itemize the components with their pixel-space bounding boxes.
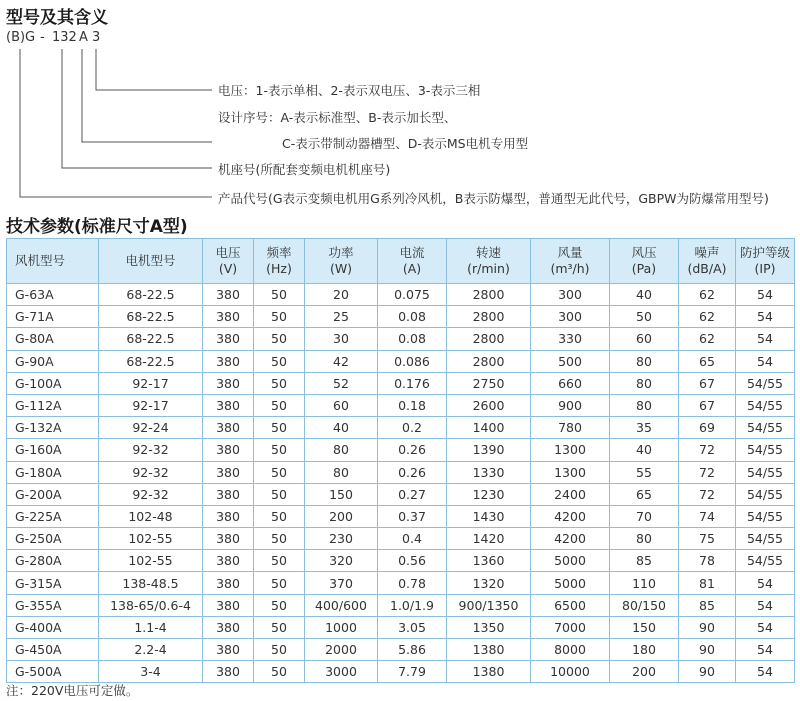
table-cell: 0.26 — [378, 461, 447, 483]
table-cell: 92-24 — [99, 417, 203, 439]
column-header-label: 频率 — [266, 245, 292, 260]
table-cell: 0.18 — [378, 394, 447, 416]
table-cell: G-225A — [7, 505, 99, 527]
table-cell: 1.1-4 — [99, 616, 203, 638]
table-row — [7, 439, 795, 461]
table-cell: 5000 — [531, 572, 610, 594]
table-cell: 1350 — [447, 616, 531, 638]
table-cell: 380 — [203, 550, 254, 572]
table-row — [7, 284, 795, 306]
table-cell: 68-22.5 — [99, 350, 203, 372]
spec-table — [6, 238, 795, 683]
column-header-label: 噪声 — [694, 245, 720, 260]
legend-voltage: 电压：1-表示单相、2-表示双电压、3-表示三相 — [218, 83, 481, 98]
footnote: 注：220V电压可定做。 — [6, 683, 139, 698]
table-cell: 54/55 — [736, 372, 795, 394]
table-cell: 54/55 — [736, 394, 795, 416]
table-cell: 85 — [679, 594, 736, 616]
column-header — [305, 239, 378, 284]
table-cell: 0.4 — [378, 528, 447, 550]
column-header-label: 防护等级 — [739, 245, 790, 260]
table-cell: 55 — [610, 461, 679, 483]
table-row — [7, 461, 795, 483]
table-cell: 200 — [610, 661, 679, 683]
table-cell: 10000 — [531, 661, 610, 683]
column-header-unit: (W) — [329, 261, 353, 276]
table-cell: G-280A — [7, 550, 99, 572]
column-header — [254, 239, 305, 284]
table-cell: 1000 — [305, 616, 378, 638]
table-cell: 900/1350 — [447, 594, 531, 616]
column-header — [7, 239, 99, 284]
table-cell: 92-17 — [99, 372, 203, 394]
table-cell: 400/600 — [305, 594, 378, 616]
table-row — [7, 661, 795, 683]
table-cell: 2400 — [531, 483, 610, 505]
legend-product: 产品代号(G表示变频电机用G系列冷风机，B表示防爆型，普通型无此代号，GBPW为防爆常用型号) — [218, 191, 769, 206]
table-cell: 2800 — [447, 350, 531, 372]
table-row — [7, 505, 795, 527]
column-header-label: 电流 — [399, 245, 425, 260]
table-cell: 54 — [736, 572, 795, 594]
table-cell: 1320 — [447, 572, 531, 594]
section-title-tech-params: 技术参数(标准尺寸A型) — [6, 217, 188, 237]
table-row — [7, 550, 795, 572]
column-header-unit: (A) — [402, 261, 422, 276]
table-cell: 4200 — [531, 505, 610, 527]
table-cell: 42 — [305, 350, 378, 372]
model-code-number: 132 — [52, 30, 77, 45]
table-cell: 69 — [679, 417, 736, 439]
table-cell: 50 — [254, 417, 305, 439]
table-cell: 180 — [610, 639, 679, 661]
column-header-label: 风量 — [557, 245, 583, 260]
table-cell: 1360 — [447, 550, 531, 572]
table-row — [7, 394, 795, 416]
table-cell: 102-55 — [99, 528, 203, 550]
table-cell: 30 — [305, 328, 378, 350]
table-cell: 50 — [254, 350, 305, 372]
table-cell: 380 — [203, 328, 254, 350]
table-row — [7, 417, 795, 439]
table-cell: 380 — [203, 505, 254, 527]
table-cell: 62 — [679, 328, 736, 350]
legend-design-seq-2: C-表示带制动器槽型、D-表示MS电机专用型 — [282, 136, 529, 151]
table-cell: 380 — [203, 350, 254, 372]
table-row — [7, 528, 795, 550]
table-cell: G-112A — [7, 394, 99, 416]
table-cell: 138-48.5 — [99, 572, 203, 594]
model-code-series: A — [79, 30, 88, 45]
table-cell: 0.78 — [378, 572, 447, 594]
table-cell: 62 — [679, 284, 736, 306]
table-cell: 102-55 — [99, 550, 203, 572]
table-cell: 52 — [305, 372, 378, 394]
table-cell: 102-48 — [99, 505, 203, 527]
table-cell: 330 — [531, 328, 610, 350]
table-cell: 54 — [736, 639, 795, 661]
column-header-unit: (Pa) — [631, 261, 657, 276]
table-cell: 54/55 — [736, 417, 795, 439]
table-cell: 1300 — [531, 439, 610, 461]
column-header — [531, 239, 610, 284]
table-cell: 1400 — [447, 417, 531, 439]
table-row — [7, 328, 795, 350]
column-header-label: 风压 — [631, 245, 657, 260]
table-cell: 110 — [610, 572, 679, 594]
table-cell: 1380 — [447, 661, 531, 683]
table-cell: G-132A — [7, 417, 99, 439]
column-header-unit: (dB/A) — [687, 261, 727, 276]
table-cell: 2800 — [447, 284, 531, 306]
table-cell: 54/55 — [736, 483, 795, 505]
table-cell: 85 — [610, 550, 679, 572]
table-cell: 0.37 — [378, 505, 447, 527]
column-header-unit: (r/min) — [467, 261, 510, 276]
table-cell: 54/55 — [736, 528, 795, 550]
table-cell: 660 — [531, 372, 610, 394]
table-cell: 0.26 — [378, 439, 447, 461]
table-cell: 81 — [679, 572, 736, 594]
table-cell: 1330 — [447, 461, 531, 483]
connector-voltage — [96, 49, 212, 90]
table-cell: 90 — [679, 639, 736, 661]
table-cell: G-450A — [7, 639, 99, 661]
table-cell: 50 — [254, 639, 305, 661]
table-cell: 380 — [203, 572, 254, 594]
table-cell: 40 — [305, 417, 378, 439]
table-cell: 50 — [254, 284, 305, 306]
table-cell: 370 — [305, 572, 378, 594]
table-cell: 92-32 — [99, 461, 203, 483]
connector-design — [82, 49, 212, 142]
table-cell: 68-22.5 — [99, 284, 203, 306]
table-cell: 1230 — [447, 483, 531, 505]
table-cell: 65 — [679, 350, 736, 372]
table-cell: 54/55 — [736, 550, 795, 572]
table-cell: 380 — [203, 394, 254, 416]
table-cell: 380 — [203, 417, 254, 439]
table-cell: 72 — [679, 439, 736, 461]
table-body — [7, 284, 795, 683]
table-cell: 7000 — [531, 616, 610, 638]
table-cell: G-355A — [7, 594, 99, 616]
table-cell: 50 — [254, 505, 305, 527]
table-cell: 20 — [305, 284, 378, 306]
table-row — [7, 639, 795, 661]
table-cell: 380 — [203, 616, 254, 638]
table-cell: 2750 — [447, 372, 531, 394]
table-cell: 92-17 — [99, 394, 203, 416]
table-cell: 0.08 — [378, 306, 447, 328]
column-header-unit: (Hz) — [266, 261, 292, 276]
table-cell: 2600 — [447, 394, 531, 416]
table-cell: 380 — [203, 439, 254, 461]
table-cell: 65 — [610, 483, 679, 505]
legend-frame: 机座号(所配套变频电机机座号) — [218, 162, 391, 177]
section-title-model-meaning: 型号及其含义 — [6, 8, 108, 28]
table-cell: 6500 — [531, 594, 610, 616]
table-cell: G-160A — [7, 439, 99, 461]
table-cell: 50 — [254, 461, 305, 483]
table-cell: G-200A — [7, 483, 99, 505]
table-cell: 80 — [305, 439, 378, 461]
table-cell: 60 — [610, 328, 679, 350]
table-cell: 1380 — [447, 639, 531, 661]
table-cell: 200 — [305, 505, 378, 527]
column-header-label: 风机型号 — [15, 253, 66, 268]
table-cell: G-400A — [7, 616, 99, 638]
table-cell: G-500A — [7, 661, 99, 683]
table-cell: 1430 — [447, 505, 531, 527]
table-cell: 3-4 — [99, 661, 203, 683]
table-cell: G-71A — [7, 306, 99, 328]
table-cell: 92-32 — [99, 483, 203, 505]
table-cell: 380 — [203, 461, 254, 483]
table-cell: 68-22.5 — [99, 328, 203, 350]
column-header — [99, 239, 203, 284]
table-cell: 62 — [679, 306, 736, 328]
table-cell: G-90A — [7, 350, 99, 372]
column-header — [736, 239, 795, 284]
table-cell: 50 — [254, 439, 305, 461]
table-cell: G-63A — [7, 284, 99, 306]
table-cell: 2000 — [305, 639, 378, 661]
table-cell: 0.27 — [378, 483, 447, 505]
table-cell: 54 — [736, 284, 795, 306]
table-cell: 3.05 — [378, 616, 447, 638]
table-cell: 50 — [254, 372, 305, 394]
table-cell: 72 — [679, 483, 736, 505]
table-cell: 67 — [679, 394, 736, 416]
table-cell: 50 — [254, 616, 305, 638]
table-cell: 40 — [610, 284, 679, 306]
column-header — [447, 239, 531, 284]
connector-frame — [62, 49, 212, 168]
column-header — [203, 239, 254, 284]
column-header — [679, 239, 736, 284]
table-cell: 380 — [203, 284, 254, 306]
table-cell: G-180A — [7, 461, 99, 483]
column-header-label: 功率 — [328, 245, 354, 260]
table-cell: 92-32 — [99, 439, 203, 461]
table-row — [7, 616, 795, 638]
table-cell: 70 — [610, 505, 679, 527]
table-cell: 54/55 — [736, 461, 795, 483]
table-row — [7, 594, 795, 616]
table-cell: 380 — [203, 661, 254, 683]
table-cell: 80 — [305, 461, 378, 483]
table-cell: G-250A — [7, 528, 99, 550]
table-cell: 54 — [736, 594, 795, 616]
table-cell: 80/150 — [610, 594, 679, 616]
table-cell: 380 — [203, 528, 254, 550]
table-cell: 380 — [203, 594, 254, 616]
table-cell: 80 — [610, 372, 679, 394]
table-cell: 25 — [305, 306, 378, 328]
table-cell: 380 — [203, 372, 254, 394]
table-cell: 74 — [679, 505, 736, 527]
table-cell: 0.075 — [378, 284, 447, 306]
column-header — [378, 239, 447, 284]
table-cell: 54/55 — [736, 439, 795, 461]
table-cell: 230 — [305, 528, 378, 550]
table-cell: G-100A — [7, 372, 99, 394]
table-row — [7, 372, 795, 394]
table-cell: 138-65/0.6-4 — [99, 594, 203, 616]
table-cell: 60 — [305, 394, 378, 416]
table-cell: 50 — [254, 483, 305, 505]
table-cell: 1.0/1.9 — [378, 594, 447, 616]
table-cell: 50 — [254, 661, 305, 683]
table-cell: 35 — [610, 417, 679, 439]
table-cell: 380 — [203, 639, 254, 661]
table-cell: 0.176 — [378, 372, 447, 394]
table-cell: 50 — [254, 594, 305, 616]
table-cell: 50 — [610, 306, 679, 328]
column-header-label: 电压 — [215, 245, 241, 260]
table-cell: 1420 — [447, 528, 531, 550]
column-header-unit: (m³/h) — [550, 261, 590, 276]
table-cell: 80 — [610, 394, 679, 416]
table-cell: 780 — [531, 417, 610, 439]
table-cell: 7.79 — [378, 661, 447, 683]
table-cell: 72 — [679, 461, 736, 483]
table-cell: 0.08 — [378, 328, 447, 350]
table-cell: 80 — [610, 350, 679, 372]
table-cell: 67 — [679, 372, 736, 394]
table-cell: 68-22.5 — [99, 306, 203, 328]
table-header-row — [7, 239, 795, 284]
table-cell: 90 — [679, 661, 736, 683]
model-code-dash: - — [40, 30, 45, 45]
table-cell: 150 — [305, 483, 378, 505]
table-cell: 0.086 — [378, 350, 447, 372]
table-row — [7, 483, 795, 505]
table-cell: 40 — [610, 439, 679, 461]
table-cell: G-80A — [7, 328, 99, 350]
table-row — [7, 350, 795, 372]
table-cell: 50 — [254, 550, 305, 572]
table-cell: 50 — [254, 528, 305, 550]
table-cell: 150 — [610, 616, 679, 638]
table-cell: 3000 — [305, 661, 378, 683]
table-cell: 75 — [679, 528, 736, 550]
table-cell: 300 — [531, 284, 610, 306]
table-cell: 50 — [254, 572, 305, 594]
table-cell: 0.56 — [378, 550, 447, 572]
table-cell: 54 — [736, 306, 795, 328]
table-cell: 50 — [254, 394, 305, 416]
table-cell: 380 — [203, 306, 254, 328]
table-cell: 4200 — [531, 528, 610, 550]
table-cell: 78 — [679, 550, 736, 572]
table-cell: 80 — [610, 528, 679, 550]
table-cell: 5000 — [531, 550, 610, 572]
table-cell: 90 — [679, 616, 736, 638]
table-cell: 54 — [736, 350, 795, 372]
table-cell: 54 — [736, 616, 795, 638]
model-code-prefix: (B)G — [6, 30, 36, 45]
column-header-label: 转速 — [475, 245, 501, 260]
legend-design-seq-1: 设计序号：A-表示标准型、B-表示加长型、 — [218, 110, 457, 125]
column-header-unit: (IP) — [754, 261, 776, 276]
table-cell: G-315A — [7, 572, 99, 594]
column-header — [610, 239, 679, 284]
table-cell: 1300 — [531, 461, 610, 483]
table-cell: 900 — [531, 394, 610, 416]
table-cell: 50 — [254, 306, 305, 328]
table-cell: 5.86 — [378, 639, 447, 661]
table-cell: 54/55 — [736, 505, 795, 527]
column-header-unit: (V) — [218, 261, 238, 276]
table-cell: 300 — [531, 306, 610, 328]
table-cell: 54 — [736, 661, 795, 683]
table-cell: 500 — [531, 350, 610, 372]
table-cell: 2.2-4 — [99, 639, 203, 661]
table-cell: 320 — [305, 550, 378, 572]
table-cell: 380 — [203, 483, 254, 505]
model-code-voltage: 3 — [92, 30, 101, 45]
table-cell: 8000 — [531, 639, 610, 661]
table-cell: 2800 — [447, 306, 531, 328]
table-cell: 1390 — [447, 439, 531, 461]
connector-product — [20, 49, 212, 197]
table-cell: 0.2 — [378, 417, 447, 439]
table-row — [7, 306, 795, 328]
table-cell: 2800 — [447, 328, 531, 350]
column-header-label: 电机型号 — [125, 253, 176, 268]
table-cell: 50 — [254, 328, 305, 350]
table-row — [7, 572, 795, 594]
table-cell: 54 — [736, 328, 795, 350]
